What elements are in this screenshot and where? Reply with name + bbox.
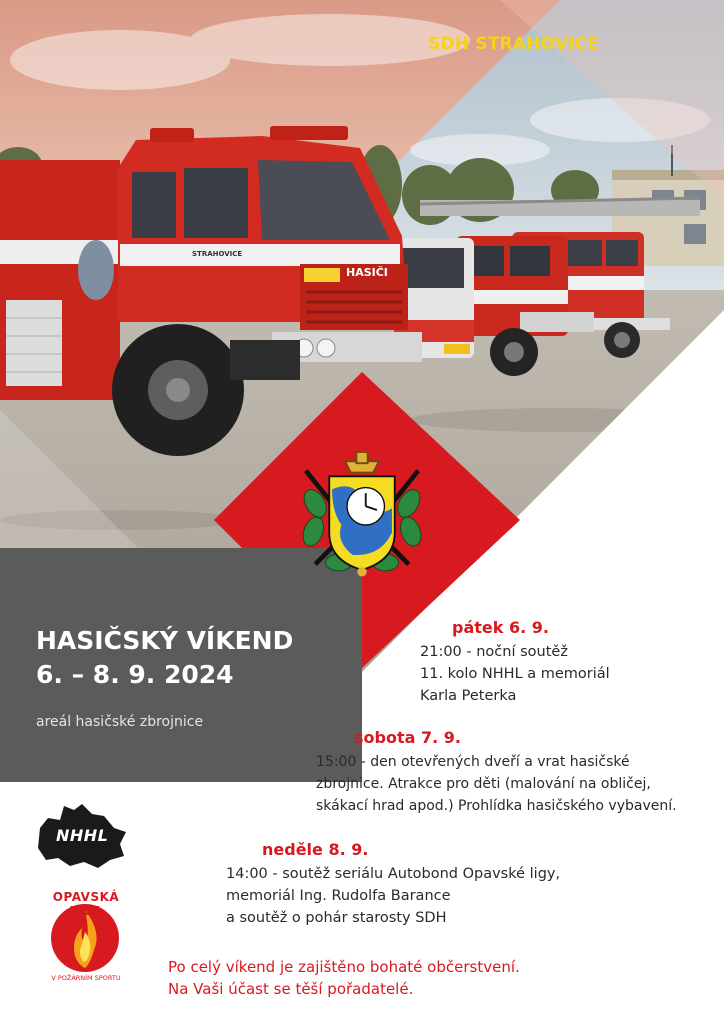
saturday-line-1: 15:00 - den otevřených dveří a vrat hasičské <box>316 754 630 770</box>
saturday-line-2: zbrojnice. Atrakce pro děti (malování na obličej, <box>316 776 651 792</box>
opavska-liga-logo <box>30 880 140 990</box>
nhhl-logo-text: NHHL <box>56 826 109 845</box>
friday-line-1: 21:00 - noční soutěž <box>420 644 568 660</box>
sunday-line-1: 14:00 - soutěž seriálu Autobond Opavské ligy, <box>226 866 561 882</box>
saturday-line-3: skákací hrad apod.) Prohlídka hasičského vybavení. <box>316 798 677 814</box>
opavska-liga-subtitle: V POŽÁRNÍM SPORTU <box>51 974 121 982</box>
nhhl-logo <box>34 798 130 870</box>
day-sunday: neděle 8. 9. <box>262 840 369 859</box>
saturday-details <box>316 751 677 817</box>
sunday-line-3: a soutěž o pohár starosty SDH <box>226 910 447 926</box>
friday-line-2: 11. kolo NHHL a memoriál <box>420 666 610 682</box>
footer-line-1: Po celý víkend je zajištěno bohaté občerstvení. <box>168 958 520 976</box>
friday-line-3: Karla Peterka <box>420 688 517 704</box>
event-title-block <box>36 624 293 692</box>
opavska-liga-title: OPAVSKÁ LIGA <box>52 890 120 918</box>
friday-details <box>420 641 610 707</box>
footer-line-2: Na Vaši účast se těší pořadatelé. <box>168 980 414 998</box>
sunday-line-2: memoriál Ing. Rudolfa Barance <box>226 888 451 904</box>
day-saturday: sobota 7. 9. <box>354 728 461 747</box>
event-venue: areál hasičské zbrojnice <box>36 714 204 730</box>
coat-of-arms-icon <box>287 452 437 583</box>
event-dates: 6. – 8. 9. 2024 <box>36 660 234 689</box>
truck-grille-label: HASIČI <box>346 266 388 279</box>
sunday-details <box>226 863 560 929</box>
event-title: HASIČSKÝ VÍKEND <box>36 626 294 655</box>
day-friday: pátek 6. 9. <box>452 618 549 637</box>
organizer-name: SDH STRAHOVICE <box>428 34 600 54</box>
truck-door-label: STRAHOVICE <box>192 250 243 258</box>
footer-note <box>168 956 520 1000</box>
